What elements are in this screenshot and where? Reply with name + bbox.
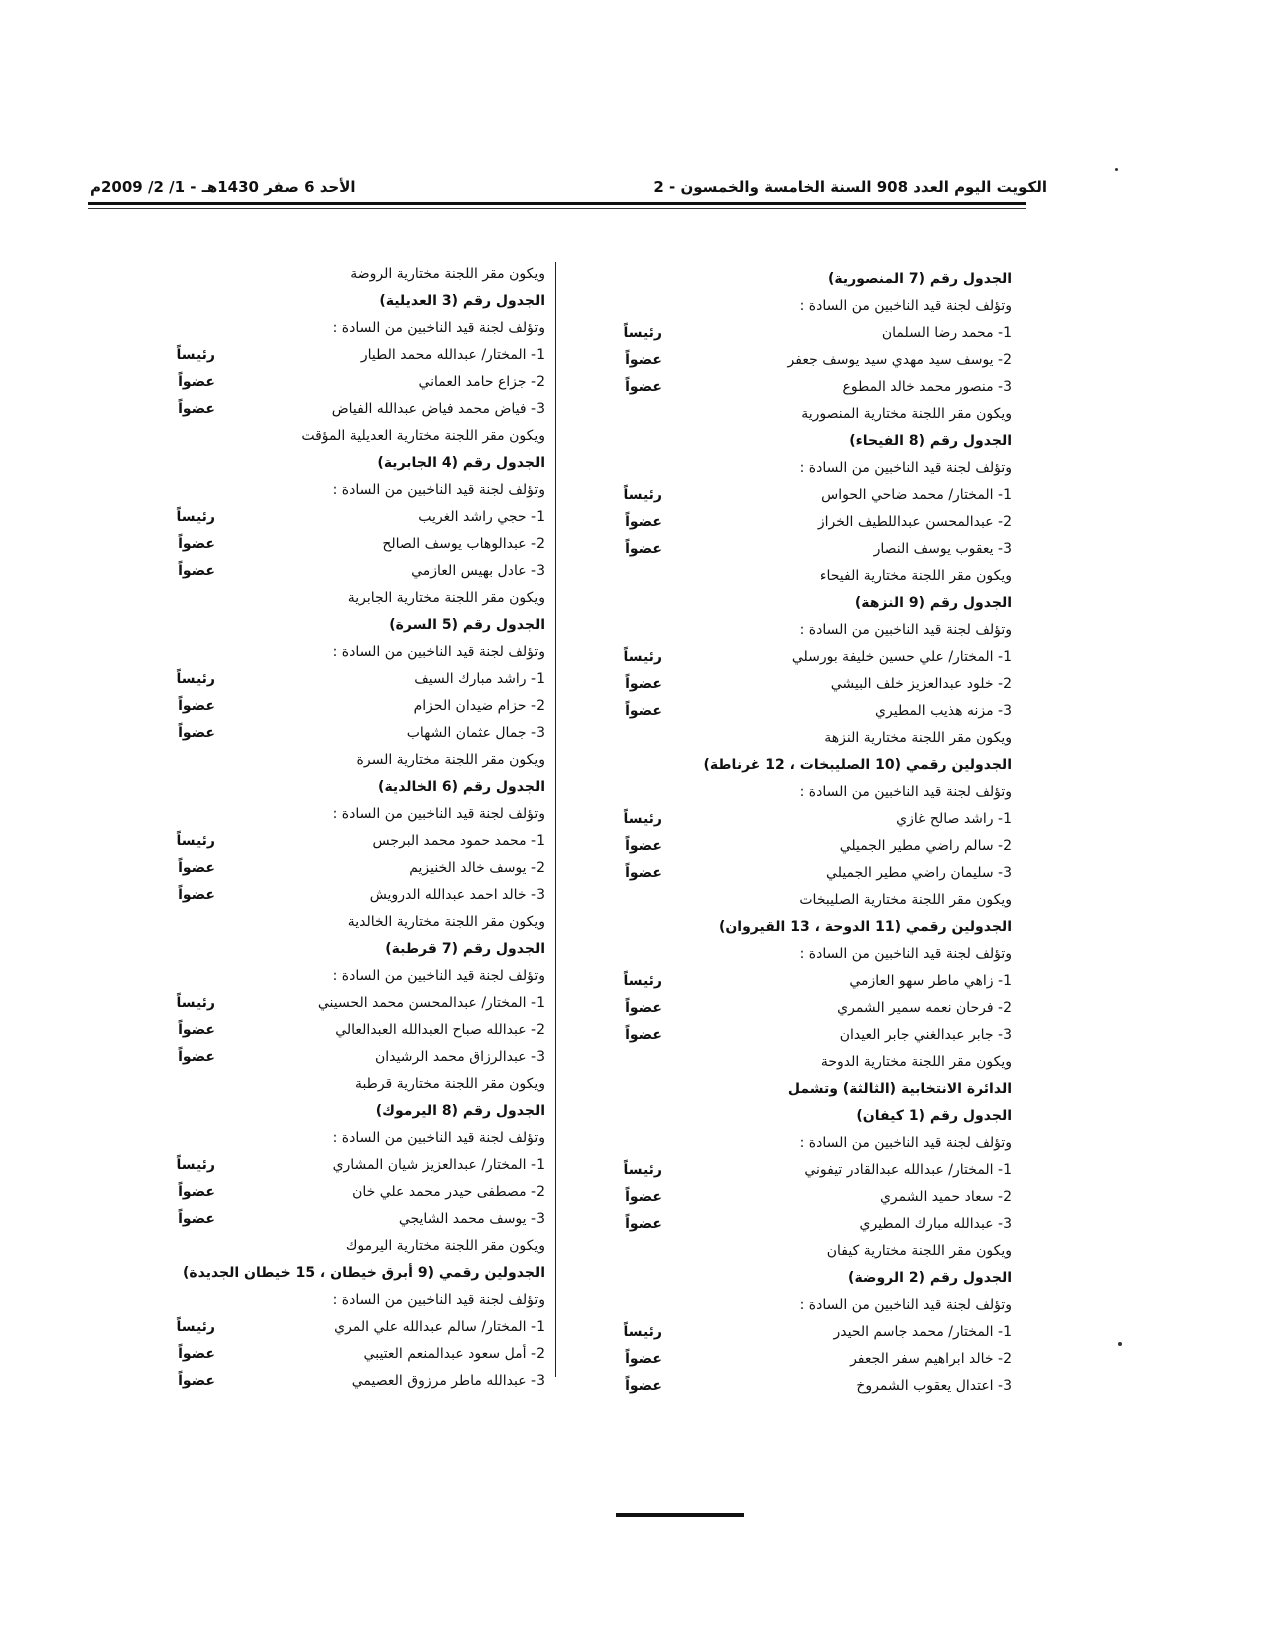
member-line <box>145 720 545 747</box>
line-text: وتؤلف لجنة قيد الناخبين من السادة : <box>332 968 545 984</box>
member-role: عضواً <box>625 541 662 557</box>
member-role: عضواً <box>178 1022 215 1038</box>
left-column <box>145 261 545 1395</box>
member-role: عضواً <box>625 1378 662 1394</box>
member-name: 1- المختار/ عبدالله عبدالقادر تيفوني <box>804 1162 1012 1178</box>
member-line <box>145 1017 545 1044</box>
text-line <box>552 725 1012 752</box>
member-line <box>552 671 1012 698</box>
member-name: 1- المختار/ محمد جاسم الحيدر <box>833 1324 1012 1340</box>
member-name: 2- جزاع حامد العماني <box>418 374 545 390</box>
line-text: وتؤلف لجنة قيد الناخبين من السادة : <box>799 784 1012 800</box>
member-line <box>552 1157 1012 1184</box>
member-line <box>552 806 1012 833</box>
member-name: 3- عبدالرزاق محمد الرشيدان <box>375 1049 545 1065</box>
member-line <box>552 698 1012 725</box>
member-line <box>145 369 545 396</box>
member-line <box>145 828 545 855</box>
member-name: 1- المختار/ محمد ضاحي الحواس <box>821 487 1012 503</box>
line-text: ويكون مقر اللجنة مختارية النزهة <box>824 730 1012 746</box>
line-text: وتؤلف لجنة قيد الناخبين من السادة : <box>799 460 1012 476</box>
line-text: ويكون مقر اللجنة مختارية الصليبخات <box>799 892 1012 908</box>
line-text: الجدول رقم (3 العديلية) <box>379 293 545 309</box>
scan-speck <box>1118 1342 1122 1346</box>
line-text: الدائرة الانتخابية (الثالثة) وتشمل <box>787 1081 1012 1097</box>
line-text: ويكون مقر اللجنة مختارية الفيحاء <box>819 568 1012 584</box>
member-line <box>145 531 545 558</box>
member-name: 3- منصور محمد خالد المطوع <box>842 379 1012 395</box>
section-heading <box>145 936 545 963</box>
text-line <box>552 401 1012 428</box>
member-role: رئيساً <box>623 811 662 827</box>
member-name: 2- عبدالوهاب يوسف الصالح <box>382 536 545 552</box>
text-line <box>552 563 1012 590</box>
member-role: عضواً <box>178 725 215 741</box>
text-line <box>145 909 545 936</box>
member-role: رئيساً <box>623 649 662 665</box>
line-text: وتؤلف لجنة قيد الناخبين من السادة : <box>799 946 1012 962</box>
line-text: ويكون مقر اللجنة مختارية قرطبة <box>354 1076 545 1092</box>
section-heading <box>552 266 1012 293</box>
member-role: رئيساً <box>623 1324 662 1340</box>
footer-rule <box>616 1513 744 1517</box>
member-line <box>552 509 1012 536</box>
line-text: الجدول رقم (2 الروضة) <box>848 1270 1012 1286</box>
section-heading <box>145 774 545 801</box>
member-role: عضواً <box>178 887 215 903</box>
line-text: الجدول رقم (1 كيفان) <box>856 1108 1012 1124</box>
member-line <box>552 1022 1012 1049</box>
line-text: وتؤلف لجنة قيد الناخبين من السادة : <box>799 1297 1012 1313</box>
member-role: رئيساً <box>176 347 215 363</box>
scan-speck <box>1115 168 1118 171</box>
line-text: وتؤلف لجنة قيد الناخبين من السادة : <box>332 806 545 822</box>
text-line <box>145 747 545 774</box>
line-text: الجدول رقم (5 السرة) <box>389 617 545 633</box>
line-text: الجدولين رقمي (11 الدوحة ، 13 القيروان) <box>718 919 1012 935</box>
member-name: 1- محمد حمود محمد البرجس <box>372 833 545 849</box>
section-heading <box>552 1103 1012 1130</box>
member-role: رئيساً <box>623 973 662 989</box>
member-name: 2- يوسف سيد مهدي سيد يوسف جعفر <box>787 352 1012 368</box>
member-line <box>552 320 1012 347</box>
member-role: عضواً <box>178 536 215 552</box>
member-line <box>145 1044 545 1071</box>
text-line <box>552 1292 1012 1319</box>
member-line <box>145 1368 545 1395</box>
member-line <box>145 1179 545 1206</box>
text-line <box>552 1130 1012 1157</box>
member-name: 3- يعقوب يوسف النصار <box>873 541 1012 557</box>
line-text: ويكون مقر اللجنة مختارية الدوحة <box>820 1054 1012 1070</box>
text-line <box>552 1238 1012 1265</box>
section-heading <box>145 288 545 315</box>
column-divider <box>555 262 556 1377</box>
line-text: وتؤلف لجنة قيد الناخبين من السادة : <box>332 1292 545 1308</box>
member-role: رئيساً <box>623 1162 662 1178</box>
member-line <box>145 693 545 720</box>
member-role: رئيساً <box>176 1157 215 1173</box>
member-line <box>145 1206 545 1233</box>
member-role: عضواً <box>625 1000 662 1016</box>
text-line <box>145 639 545 666</box>
text-line <box>145 423 545 450</box>
line-text: وتؤلف لجنة قيد الناخبين من السادة : <box>332 320 545 336</box>
line-text: ويكون مقر اللجنة مختارية كيفان <box>826 1243 1012 1259</box>
page-header-right: الكويت اليوم العدد 908 السنة الخامسة والخمسون - 2 <box>653 178 1047 196</box>
text-line <box>145 477 545 504</box>
member-name: 2- فرحان نعمه سمير الشمري <box>837 1000 1012 1016</box>
member-line <box>145 504 545 531</box>
member-role: عضواً <box>178 374 215 390</box>
member-line <box>552 482 1012 509</box>
member-name: 3- عبدالله مبارك المطيري <box>859 1216 1012 1232</box>
member-line <box>145 1152 545 1179</box>
header-rule-thin <box>88 208 1026 209</box>
line-text: وتؤلف لجنة قيد الناخبين من السادة : <box>332 644 545 660</box>
member-role: عضواً <box>625 1189 662 1205</box>
right-column <box>552 266 1012 1400</box>
member-role: عضواً <box>625 676 662 692</box>
line-text: ويكون مقر اللجنة مختارية المنصورية <box>801 406 1012 422</box>
member-role: عضواً <box>625 1027 662 1043</box>
line-text: ويكون مقر اللجنة مختارية السرة <box>356 752 545 768</box>
member-name: 1- محمد رضا السلمان <box>881 325 1012 341</box>
section-heading <box>145 450 545 477</box>
member-role: عضواً <box>625 1351 662 1367</box>
line-text: الجدول رقم (7 المنصورية) <box>828 271 1012 287</box>
member-name: 1- حجي راشد الغريب <box>418 509 545 525</box>
member-role: عضواً <box>178 698 215 714</box>
text-line <box>552 887 1012 914</box>
text-line <box>145 261 545 288</box>
member-line <box>145 855 545 882</box>
member-name: 3- عبدالله ماطر مرزوق العصيمي <box>351 1373 545 1389</box>
member-name: 1- المختار/ عبدالعزيز شيان المشاري <box>332 1157 545 1173</box>
member-name: 2- خالد ابراهيم سفر الجعفر <box>850 1351 1012 1367</box>
line-text: الجدول رقم (6 الخالدية) <box>378 779 545 795</box>
member-role: رئيساً <box>176 995 215 1011</box>
member-name: 1- راشد مبارك السيف <box>414 671 545 687</box>
line-text: ويكون مقر اللجنة مختارية الخالدية <box>347 914 545 930</box>
member-line <box>552 644 1012 671</box>
member-line <box>552 536 1012 563</box>
member-role: عضواً <box>178 401 215 417</box>
member-role: عضواً <box>625 379 662 395</box>
member-name: 1- المختار/ عبدالمحسن محمد الحسيني <box>317 995 545 1011</box>
member-role: عضواً <box>625 838 662 854</box>
text-line <box>145 801 545 828</box>
line-text: الجدول رقم (9 النزهة) <box>854 595 1012 611</box>
text-line <box>552 455 1012 482</box>
member-line <box>145 1341 545 1368</box>
member-line <box>145 558 545 585</box>
text-line <box>145 315 545 342</box>
section-heading <box>552 1076 1012 1103</box>
member-name: 1- راشد صالح غازي <box>896 811 1012 827</box>
member-name: 1- المختار/ عبدالله محمد الطيار <box>360 347 545 363</box>
line-text: الجدول رقم (4 الجابرية) <box>377 455 545 471</box>
member-name: 2- مصطفى حيدر محمد علي خان <box>352 1184 545 1200</box>
line-text: الجدولين رقمي (10 الصليبخات ، 12 غرناطة) <box>703 757 1012 773</box>
section-heading <box>552 914 1012 941</box>
member-name: 3- مزنه هذيب المطيري <box>875 703 1012 719</box>
member-role: عضواً <box>625 703 662 719</box>
member-role: رئيساً <box>176 671 215 687</box>
section-heading <box>552 1265 1012 1292</box>
line-text: ويكون مقر اللجنة مختارية الجابرية <box>347 590 545 606</box>
member-line <box>552 995 1012 1022</box>
member-name: 2- عبدالله صباح العبدالله العبدالعالي <box>335 1022 545 1038</box>
member-line <box>552 374 1012 401</box>
member-line <box>145 342 545 369</box>
member-name: 3- فياض محمد فياض عبدالله الفياض <box>331 401 545 417</box>
member-name: 2- يوسف خالد الخنيزيم <box>409 860 545 876</box>
member-line <box>552 1184 1012 1211</box>
line-text: الجدول رقم (8 اليرموك) <box>375 1103 545 1119</box>
line-text: ويكون مقر اللجنة مختارية اليرموك <box>345 1238 545 1254</box>
text-line <box>552 617 1012 644</box>
member-name: 3- جابر عبدالغني جابر العيدان <box>839 1027 1012 1043</box>
member-name: 2- سالم راضي مطير الجميلي <box>839 838 1012 854</box>
text-line <box>145 963 545 990</box>
member-name: 3- يوسف محمد الشايجي <box>398 1211 545 1227</box>
member-role: عضواً <box>178 1211 215 1227</box>
member-line <box>145 882 545 909</box>
member-line <box>552 860 1012 887</box>
member-name: 3- خالد احمد عبدالله الدرويش <box>369 887 545 903</box>
member-name: 3- اعتدال يعقوب الشمروخ <box>856 1378 1012 1394</box>
line-text: وتؤلف لجنة قيد الناخبين من السادة : <box>332 1130 545 1146</box>
page-header-left: الأحد 6 صفر 1430هـ - 1/ 2/ 2009م <box>90 178 356 196</box>
text-line <box>145 1233 545 1260</box>
member-name: 1- زاهي ماطر سهو العازمي <box>849 973 1012 989</box>
text-line <box>552 293 1012 320</box>
member-role: عضواً <box>625 1216 662 1232</box>
member-role: عضواً <box>178 1373 215 1389</box>
member-line <box>145 990 545 1017</box>
text-line <box>145 585 545 612</box>
member-line <box>552 1346 1012 1373</box>
text-line <box>552 779 1012 806</box>
member-line <box>552 1211 1012 1238</box>
member-name: 1- المختار/ علي حسين خليفة بورسلي <box>791 649 1012 665</box>
member-role: عضواً <box>178 563 215 579</box>
member-name: 2- أمل سعود عبدالمنعم العتيبي <box>363 1346 545 1362</box>
member-name: 1- المختار/ سالم عبدالله علي المري <box>334 1319 545 1335</box>
member-name: 3- عادل بهيس العازمي <box>411 563 545 579</box>
member-role: عضواً <box>625 514 662 530</box>
line-text: ويكون مقر اللجنة مختارية العديلية المؤقت <box>301 428 545 444</box>
line-text: وتؤلف لجنة قيد الناخبين من السادة : <box>332 482 545 498</box>
text-line <box>145 1125 545 1152</box>
text-line <box>552 1049 1012 1076</box>
section-heading <box>552 590 1012 617</box>
member-name: 2- خلود عبدالعزيز خلف البيشي <box>830 676 1012 692</box>
section-heading <box>552 428 1012 455</box>
text-line <box>145 1071 545 1098</box>
member-line <box>552 1319 1012 1346</box>
section-heading <box>145 612 545 639</box>
line-text: وتؤلف لجنة قيد الناخبين من السادة : <box>799 1135 1012 1151</box>
line-text: وتؤلف لجنة قيد الناخبين من السادة : <box>799 298 1012 314</box>
member-role: عضواً <box>625 352 662 368</box>
line-text: ويكون مقر اللجنة مختارية الروضة <box>350 266 545 282</box>
member-role: عضواً <box>178 1184 215 1200</box>
member-role: رئيساً <box>176 509 215 525</box>
line-text: وتؤلف لجنة قيد الناخبين من السادة : <box>799 622 1012 638</box>
member-role: عضواً <box>625 865 662 881</box>
header-rule <box>88 202 1026 205</box>
line-text: الجدول رقم (7 قرطبة) <box>385 941 545 957</box>
member-name: 2- سعاد حميد الشمري <box>879 1189 1012 1205</box>
member-role: رئيساً <box>176 833 215 849</box>
line-text: الجدولين رقمي (9 أبرق خيطان ، 15 خيطان الجديدة) <box>182 1265 545 1281</box>
section-heading <box>145 1260 545 1287</box>
member-line <box>552 1373 1012 1400</box>
member-name: 3- سليمان راضي مطير الجميلي <box>826 865 1012 881</box>
member-role: رئيساً <box>623 487 662 503</box>
text-line <box>145 1287 545 1314</box>
member-role: رئيساً <box>623 325 662 341</box>
member-line <box>552 347 1012 374</box>
member-line <box>145 666 545 693</box>
member-role: عضواً <box>178 860 215 876</box>
member-line <box>145 396 545 423</box>
member-role: رئيساً <box>176 1319 215 1335</box>
member-name: 3- جمال عثمان الشهاب <box>406 725 545 741</box>
member-line <box>552 833 1012 860</box>
section-heading <box>145 1098 545 1125</box>
member-line <box>145 1314 545 1341</box>
text-line <box>552 941 1012 968</box>
member-name: 2- عبدالمحسن عبداللطيف الخراز <box>817 514 1012 530</box>
member-line <box>552 968 1012 995</box>
line-text: الجدول رقم (8 الفيحاء) <box>849 433 1012 449</box>
section-heading <box>552 752 1012 779</box>
member-name: 2- حزام ضيدان الحزام <box>413 698 545 714</box>
member-role: عضواً <box>178 1346 215 1362</box>
member-role: عضواً <box>178 1049 215 1065</box>
